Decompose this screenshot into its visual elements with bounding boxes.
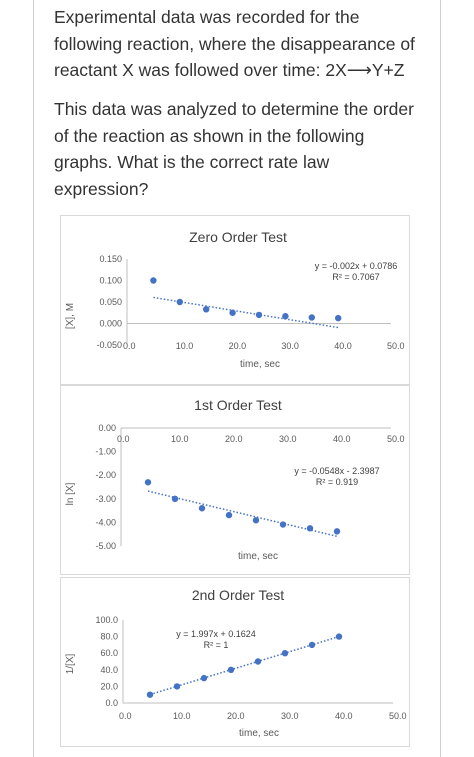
data-point <box>282 650 288 656</box>
x-tick-label: 0.0 <box>123 341 136 351</box>
x-axis-label: time, sec <box>237 551 279 562</box>
data-point <box>307 525 313 531</box>
data-point <box>229 310 235 316</box>
y-tick-label: 80.0 <box>100 631 118 642</box>
y-tick-label: -2.00 <box>95 470 116 481</box>
question-paragraph-1: Experimental data was recorded for the following reaction, where the disappearance of reactant X was followed over time: 2X⟶Y+Z <box>54 7 415 80</box>
trendline-r2: R² = 0.7067 <box>332 272 380 282</box>
x-tick-label: 0.0 <box>119 711 132 721</box>
chart-title: Zero Order Test <box>189 229 287 245</box>
y-tick-label: -1.00 <box>95 446 116 457</box>
zero-order-chart <box>60 215 410 385</box>
data-point <box>280 521 286 527</box>
y-tick-label: -4.00 <box>95 517 116 528</box>
x-tick-label: 30.0 <box>281 711 299 721</box>
data-point <box>203 306 209 312</box>
trendline-equation: y = -0.0548x - 2.3987 <box>294 466 380 476</box>
trendline-equation: y = 1.997x + 0.1624 <box>176 629 256 639</box>
x-tick-label: 10.0 <box>173 711 191 721</box>
data-point <box>228 667 234 673</box>
data-point <box>147 692 153 698</box>
data-point <box>282 313 288 319</box>
data-point <box>309 314 315 320</box>
data-point <box>174 683 180 689</box>
first-order-chart-svg <box>61 386 409 574</box>
data-point <box>256 312 262 318</box>
x-tick-label: 40.0 <box>335 711 353 721</box>
y-tick-label: 0.050 <box>99 297 122 307</box>
x-tick-label: 10.0 <box>175 341 194 351</box>
chart-title: 1st Order Test <box>194 397 282 413</box>
x-tick-label: 10.0 <box>171 434 189 444</box>
first-order-chart <box>60 385 410 575</box>
trendline-equation: y = -0.002x + 0.0786 <box>314 261 398 271</box>
y-tick-label: 0.0 <box>105 698 118 708</box>
x-tick-label: 20.0 <box>225 434 243 444</box>
y-tick-label: -0.050 <box>96 340 122 350</box>
data-point <box>177 299 183 305</box>
data-point <box>335 315 341 321</box>
data-point <box>226 512 232 518</box>
data-point <box>199 505 205 511</box>
y-tick-label: 0.100 <box>99 275 122 286</box>
x-tick-label: 50.0 <box>387 341 405 351</box>
x-tick-label: 50.0 <box>387 434 405 444</box>
x-tick-label: 0.0 <box>117 434 130 444</box>
data-point <box>201 675 207 681</box>
data-point <box>334 528 340 534</box>
x-axis-label: time, sec <box>239 359 281 370</box>
y-tick-label: -3.00 <box>95 493 116 504</box>
y-axis-label: 1/[X] <box>65 653 76 675</box>
y-tick-label: 40.0 <box>100 664 118 675</box>
y-tick-label: 0.00 <box>98 423 116 433</box>
data-point <box>255 658 261 664</box>
data-point <box>145 479 151 485</box>
data-point <box>253 517 259 523</box>
x-tick-label: 30.0 <box>279 434 297 444</box>
data-point <box>336 633 342 639</box>
y-tick-label: 100.0 <box>95 615 118 625</box>
data-point <box>150 277 156 283</box>
y-tick-label: 60.0 <box>100 648 118 659</box>
y-tick-label: 0.000 <box>99 318 122 329</box>
y-axis-label: [X], M <box>65 302 76 330</box>
question-paragraph-2: This data was analyzed to determine the order of the reaction as shown in the following graphs. What is the correct rate law expression? <box>54 99 414 199</box>
x-tick-label: 20.0 <box>227 711 245 721</box>
trendline-r2: R² = 1 <box>203 640 229 650</box>
data-point <box>172 496 178 502</box>
data-point <box>309 642 315 648</box>
zero-order-chart-svg <box>61 216 409 384</box>
y-tick-label: 20.0 <box>100 681 118 692</box>
x-tick-label: 40.0 <box>334 341 352 351</box>
second-order-chart <box>60 577 410 747</box>
second-order-chart-svg <box>61 578 409 746</box>
x-axis-label: time, sec <box>238 728 280 739</box>
chart-title: 2nd Order Test <box>191 587 285 603</box>
trendline-r2: R² = 0.919 <box>315 477 359 487</box>
y-axis-label: ln [X] <box>65 482 76 506</box>
x-tick-label: 50.0 <box>389 711 407 721</box>
y-tick-label: 0.150 <box>99 254 122 264</box>
x-tick-label: 20.0 <box>228 341 247 351</box>
x-tick-label: 30.0 <box>281 341 299 351</box>
y-tick-label: -5.00 <box>95 541 116 551</box>
x-tick-label: 40.0 <box>333 434 351 444</box>
